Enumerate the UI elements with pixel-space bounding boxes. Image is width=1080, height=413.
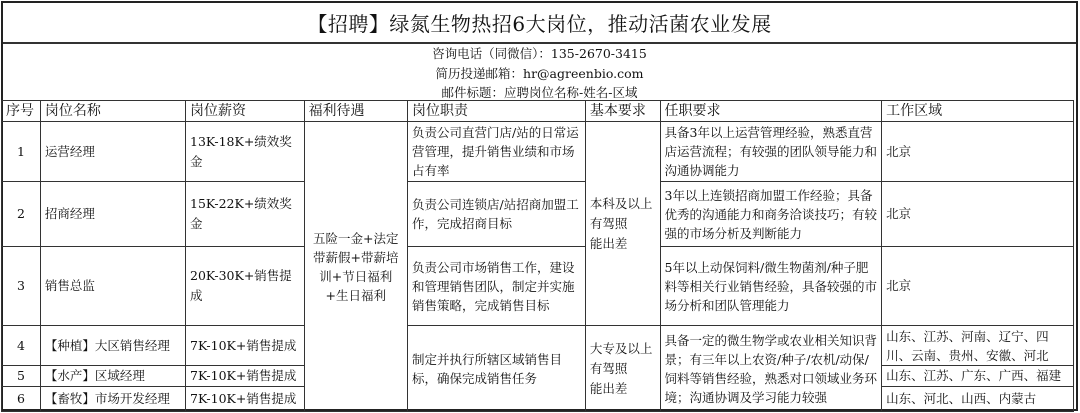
table-row bbox=[2, 247, 1074, 326]
header-duties: 岗位职责 bbox=[408, 101, 586, 122]
row-duty: 负责公司连锁店/站招商加盟工作，完成招商目标 bbox=[408, 182, 586, 247]
contact-info bbox=[3, 44, 1076, 102]
header-no: 序号 bbox=[2, 101, 41, 122]
benefits-cell: 五险一金+法定带薪假+带薪培训+节日福利+生日福利 bbox=[304, 122, 407, 412]
row-no: 2 bbox=[2, 182, 41, 247]
row-no: 4 bbox=[2, 326, 41, 366]
row-salary: 7K-10K+销售提成 bbox=[186, 326, 305, 366]
row-qualifications: 具备3年以上运营管理经验，熟悉直营店运营流程；有较强的团队领导能力和沟通协调能力 bbox=[660, 122, 882, 182]
header-salary: 岗位薪资 bbox=[186, 101, 305, 122]
row-area: 北京 bbox=[882, 122, 1074, 182]
basic-req-cell bbox=[585, 122, 660, 326]
basic-req-line: 能出差 bbox=[589, 235, 628, 251]
row-area: 山东、江苏、河南、辽宁、四川、云南、贵州、安徽、河北 bbox=[882, 326, 1074, 366]
page-title: 【招聘】绿氮生物热招6大岗位，推动活菌农业发展 bbox=[3, 3, 1076, 44]
header-basic-req: 基本要求 bbox=[585, 101, 660, 122]
row-duty: 负责公司市场销售工作，建设和管理销售团队，制定并实施销售策略，完成销售目标 bbox=[408, 247, 586, 326]
row-area: 北京 bbox=[882, 247, 1074, 326]
shared-qualifications-cell: 具备一定的微生物学或农业相关知识背景；有三年以上农资/种子/农机/动保/饲料等销售经验，熟悉对口领域业务环境；沟通协调及学习能力较强 bbox=[660, 326, 882, 412]
row-position: 【畜牧】市场开发经理 bbox=[40, 387, 185, 412]
email-subject-format: 邮件标题：应聘岗位名称-姓名-区域 bbox=[441, 85, 638, 100]
recruitment-sheet bbox=[1, 1, 1078, 411]
row-salary: 20K-30K+销售提成 bbox=[186, 247, 305, 326]
basic-req-line: 本科及以上 bbox=[589, 195, 653, 211]
row-salary: 13K-18K+绩效奖金 bbox=[186, 122, 305, 182]
row-position: 销售总监 bbox=[40, 247, 185, 326]
row-no: 5 bbox=[2, 366, 41, 387]
row-duty: 负责公司直营门店/站的日常运营管理，提升销售业绩和市场占有率 bbox=[408, 122, 586, 182]
basic-req-line: 有驾照 bbox=[589, 360, 628, 376]
row-position: 招商经理 bbox=[40, 182, 185, 247]
shared-duty-cell: 制定并执行所辖区域销售目标，确保完成销售任务 bbox=[408, 326, 586, 412]
contact-phone: 咨询电话（同微信）：135-2670-3415 bbox=[432, 46, 647, 61]
row-salary: 7K-10K+销售提成 bbox=[186, 387, 305, 412]
row-area: 山东、江苏、广东、广西、福建 bbox=[882, 366, 1074, 387]
row-no: 3 bbox=[2, 247, 41, 326]
contact-email: 简历投递邮箱：hr@agreenbio.com bbox=[435, 65, 644, 81]
row-salary: 7K-10K+销售提成 bbox=[186, 366, 305, 387]
row-no: 1 bbox=[2, 122, 41, 182]
row-position: 【水产】区域经理 bbox=[40, 366, 185, 387]
basic-req-line: 大专及以上 bbox=[589, 340, 653, 356]
row-area: 山东、河北、山西、内蒙古 bbox=[882, 387, 1074, 412]
row-position: 【种植】大区销售经理 bbox=[40, 326, 185, 366]
header-qualifications: 任职要求 bbox=[660, 101, 882, 122]
row-area: 北京 bbox=[882, 182, 1074, 247]
table-row bbox=[2, 182, 1074, 247]
row-qualifications: 3年以上连锁招商加盟工作经验；具备优秀的沟通能力和商务洽谈技巧；有较强的市场分析及判断能力 bbox=[660, 182, 882, 247]
row-position: 运营经理 bbox=[40, 122, 185, 182]
basic-req-line: 有驾照 bbox=[589, 215, 628, 231]
header-position: 岗位名称 bbox=[40, 101, 185, 122]
header-work-area: 工作区域 bbox=[882, 101, 1074, 122]
basic-req-cell bbox=[585, 326, 660, 412]
table-row bbox=[2, 122, 1074, 182]
table-header-row bbox=[2, 101, 1074, 122]
table-row bbox=[2, 326, 1074, 366]
header-benefits: 福利待遇 bbox=[304, 101, 407, 122]
basic-req-line: 能出差 bbox=[589, 380, 628, 396]
row-no: 6 bbox=[2, 387, 41, 412]
jobs-table bbox=[1, 100, 1074, 412]
row-qualifications: 5年以上动保饲料/微生物菌剂/种子肥料等相关行业销售经验，具备较强的市场分析和团队管理能力 bbox=[660, 247, 882, 326]
row-salary: 15K-22K+绩效奖金 bbox=[186, 182, 305, 247]
